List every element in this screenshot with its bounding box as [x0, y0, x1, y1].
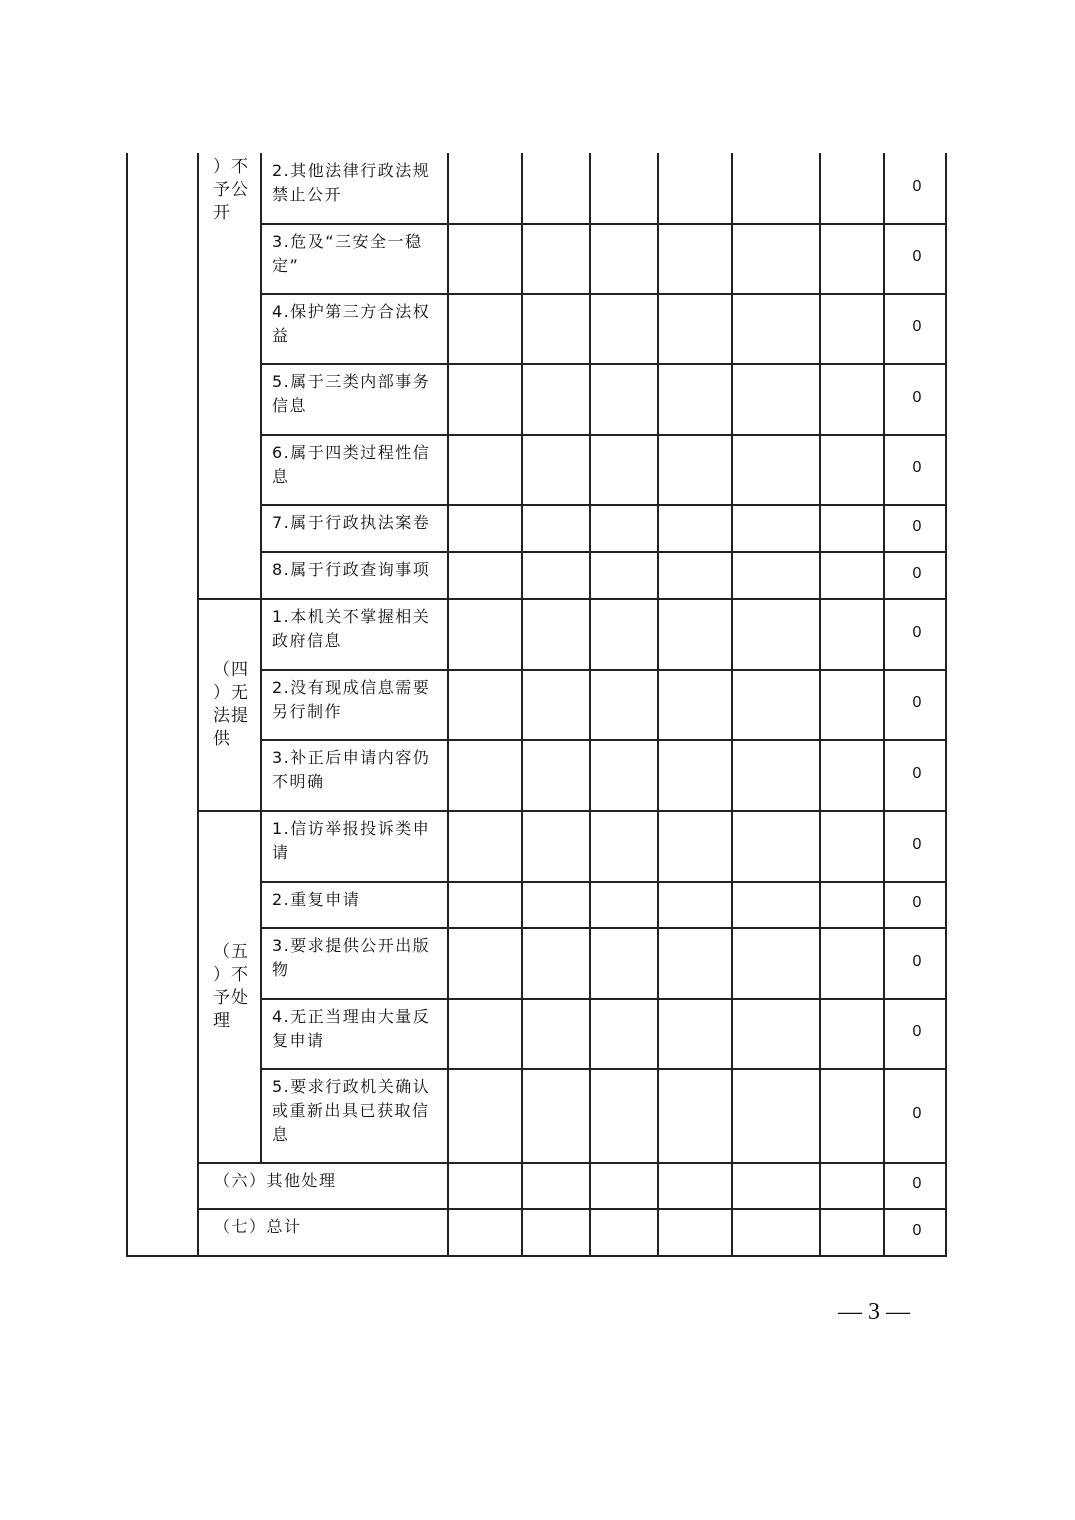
- item-label: 6.属于四类过程性信息: [272, 443, 431, 486]
- table-hline: [260, 551, 946, 553]
- total-value: 0: [912, 624, 922, 641]
- total-value: 0: [912, 1175, 922, 1192]
- table-hline: [260, 293, 946, 295]
- item-label: 7.属于行政执法案卷: [272, 513, 431, 532]
- page-number: — 3 —: [838, 1299, 910, 1325]
- total-value: 0: [912, 1105, 922, 1122]
- item-label: 2.没有现成信息需要另行制作: [272, 678, 431, 721]
- total-value: 0: [912, 894, 922, 911]
- table-vline: [447, 153, 449, 1257]
- total-value: 0: [912, 953, 922, 970]
- category-label: （四 ）无 法提 供: [213, 660, 249, 749]
- table-hline: [260, 998, 946, 1000]
- item-label: 2.重复申请: [272, 890, 361, 909]
- item-label: 3.危及“三安全一稳定”: [272, 232, 423, 275]
- total-value: 0: [912, 518, 922, 535]
- category-label: （五 ）不 予处 理: [213, 942, 249, 1031]
- table-vline: [883, 153, 885, 1257]
- table-hline: [260, 881, 946, 883]
- table-vline: [731, 153, 733, 1257]
- total-value: 0: [912, 389, 922, 406]
- grand-total-label: （七）总计: [214, 1217, 302, 1236]
- table-vline: [521, 153, 523, 1257]
- total-value: 0: [912, 1023, 922, 1040]
- table-hline: [260, 363, 946, 365]
- total-value: 0: [912, 836, 922, 853]
- item-label: 5.属于三类内部事务信息: [272, 372, 431, 415]
- table-vline: [197, 153, 199, 1257]
- total-value: 0: [912, 459, 922, 476]
- total-value: 0: [912, 694, 922, 711]
- table-hline: [260, 434, 946, 436]
- table-hline: [197, 1162, 946, 1164]
- total-value: 0: [912, 248, 922, 265]
- table-hline: [260, 504, 946, 506]
- table-hline: [260, 927, 946, 929]
- category-label: ）不 予公 开: [213, 157, 249, 223]
- table-vline: [657, 153, 659, 1257]
- item-label: 1.信访举报投诉类申请: [272, 819, 431, 862]
- item-label: 4.保护第三方合法权益: [272, 302, 431, 345]
- item-label: 8.属于行政查询事项: [272, 560, 431, 579]
- table-vline: [819, 153, 821, 1257]
- item-label: 5.要求行政机关确认或重新出具已获取信息: [272, 1077, 431, 1144]
- total-value: 0: [912, 318, 922, 335]
- table-hline: [126, 1255, 946, 1257]
- table-hline: [260, 223, 946, 225]
- item-label: 4.无正当理由大量反复申请: [272, 1007, 431, 1050]
- item-label: 1.本机关不掌握相关政府信息: [272, 607, 431, 650]
- total-value: 0: [912, 565, 922, 582]
- total-value: 0: [912, 765, 922, 782]
- total-value: 0: [912, 1222, 922, 1239]
- table-hline: [197, 1208, 946, 1210]
- table-vline: [126, 153, 128, 1257]
- table-vline: [260, 153, 262, 1163]
- item-label: 2.其他法律行政法规禁止公开: [272, 161, 431, 204]
- table-hline: [260, 1068, 946, 1070]
- table-hline: [260, 669, 946, 671]
- total-value: 0: [912, 178, 922, 195]
- other-handling-label: （六）其他处理: [214, 1171, 337, 1190]
- item-label: 3.要求提供公开出版物: [272, 936, 431, 979]
- table-vline: [589, 153, 591, 1257]
- item-label: 3.补正后申请内容仍不明确: [272, 748, 431, 791]
- table-hline: [197, 810, 946, 812]
- table-hline: [260, 739, 946, 741]
- table-hline: [197, 598, 946, 600]
